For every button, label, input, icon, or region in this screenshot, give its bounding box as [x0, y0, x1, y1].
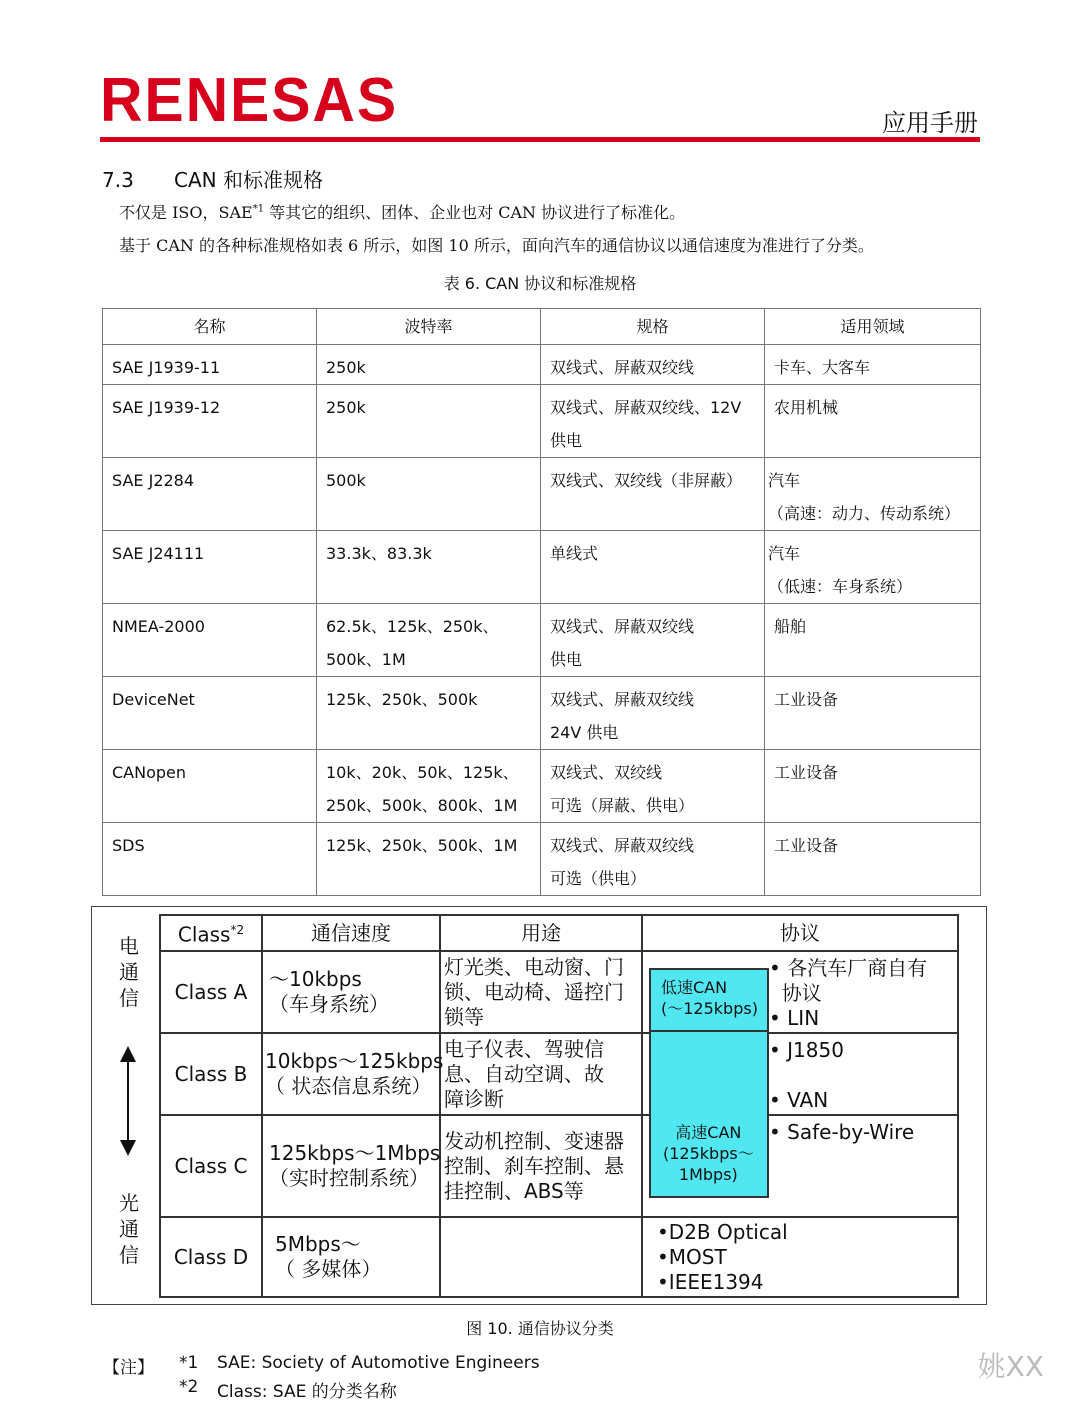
paragraph-2: 基于 CAN 的各种标准规格如表 6 所示，如图 10 所示，面向汽车的通信协议以通信速度为准进行了分类。	[119, 236, 874, 255]
header-usage: 用途	[440, 915, 642, 951]
table-row	[103, 531, 981, 604]
section-heading	[102, 164, 323, 193]
table-cell: 农用机械	[765, 385, 981, 458]
protocol-cell: • J1850 • VAN	[642, 1033, 958, 1115]
para1-text-a: 不仅是 ISO，SAE	[119, 203, 253, 222]
table-cell: 250k	[317, 385, 541, 458]
high-speed-can-label: 高速CAN (125kbps～ 1Mbps)	[663, 1123, 754, 1184]
class-header-row	[160, 915, 958, 951]
table-cell: 工业设备	[765, 677, 981, 750]
table-cell: 双线式、屏蔽双绞线 可选（供电）	[541, 823, 765, 896]
table-cell: SDS	[103, 823, 317, 896]
note-2-mark: *2	[179, 1377, 199, 1397]
table-cell: CANopen	[103, 750, 317, 823]
header-spec: 规格	[541, 309, 765, 345]
table-row	[103, 604, 981, 677]
usage-cell	[440, 1217, 642, 1297]
manual-title: 应用手册	[882, 109, 978, 137]
protocol-cell: • Safe-by-Wire	[642, 1115, 958, 1217]
table-cell: 10k、20k、50k、125k、 250k、500k、800k、1M	[317, 750, 541, 823]
usage-cell: 灯光类、电动窗、门 锁、电动椅、遥控门 锁等	[440, 951, 642, 1033]
speed-cell: 10kbps～125kbps （ 状态信息系统）	[262, 1033, 440, 1115]
para1-footnote-mark: *1	[252, 203, 265, 215]
table-caption: 表 6. CAN 协议和标准规格	[443, 274, 637, 293]
protocol-cell: • 各汽车厂商自有 协议 • LIN	[642, 951, 958, 1033]
header-divider	[100, 137, 980, 142]
table-cell: 双线式、屏蔽双绞线 供电	[541, 604, 765, 677]
table-row	[103, 458, 981, 531]
header-name: 名称	[103, 309, 317, 345]
arrow-shaft	[127, 1058, 129, 1144]
table-cell: 船舶	[765, 604, 981, 677]
table-cell: 250k	[317, 345, 541, 385]
table-cell: 62.5k、125k、250k、 500k、1M	[317, 604, 541, 677]
table-cell: 双线式、双绞线（非屏蔽）	[541, 458, 765, 531]
table-cell: DeviceNet	[103, 677, 317, 750]
table-cell: 双线式、双绞线 可选（屏蔽、供电）	[541, 750, 765, 823]
class-row	[160, 1217, 958, 1297]
class-name-cell: Class A	[160, 951, 262, 1033]
table-cell: SAE J2284	[103, 458, 317, 531]
table-cell: 双线式、屏蔽双绞线 24V 供电	[541, 677, 765, 750]
header-protocol: 协议	[642, 915, 958, 951]
table-cell: 汽车 （高速：动力、传动系统）	[765, 458, 981, 531]
class-name-cell: Class B	[160, 1033, 262, 1115]
table-cell: SAE J1939-11	[103, 345, 317, 385]
table-cell: 工业设备	[765, 823, 981, 896]
table-cell: 单线式	[541, 531, 765, 604]
table-cell: 双线式、屏蔽双绞线、12V 供电	[541, 385, 765, 458]
protocol-cell: •D2B Optical •MOST •IEEE1394	[642, 1217, 958, 1297]
table-row	[103, 750, 981, 823]
class-row	[160, 1033, 958, 1115]
table-row	[103, 385, 981, 458]
notes-label: 【注】	[103, 1358, 154, 1378]
table-cell: SAE J1939-12	[103, 385, 317, 458]
class-name-cell: Class C	[160, 1115, 262, 1217]
optical-comm-label: 光 通 信	[119, 1191, 139, 1267]
arrow-down-icon	[120, 1140, 136, 1156]
usage-cell: 发动机控制、变速器 控制、刹车控制、悬 挂控制、ABS等	[440, 1115, 642, 1217]
table-cell: 125k、250k、500k	[317, 677, 541, 750]
para1-text-b: 等其它的组织、团体、企业也对 CAN 协议进行了标准化。	[264, 203, 686, 222]
table-cell: NMEA-2000	[103, 604, 317, 677]
header-field: 适用领域	[765, 309, 981, 345]
header-class-text: Class	[177, 922, 231, 947]
table-cell: 双线式、屏蔽双绞线	[541, 345, 765, 385]
header-baudrate: 波特率	[317, 309, 541, 345]
class-name-cell: Class D	[160, 1217, 262, 1297]
renesas-logo: RENESAS	[100, 66, 399, 135]
speed-cell: 125kbps～1Mbps （实时控制系统）	[262, 1115, 440, 1217]
class-footnote-mark: *2	[230, 923, 245, 938]
watermark: 姚XX	[977, 1350, 1044, 1383]
section-number: 7.3	[102, 168, 134, 192]
low-speed-can-label: 低速CAN (～125kbps)	[661, 978, 758, 1018]
table-header-row	[103, 309, 981, 345]
can-box-divider	[649, 1030, 769, 1032]
electric-comm-label: 电 通 信	[119, 934, 139, 1010]
header-class	[160, 915, 262, 951]
note-2-text: Class: SAE 的分类名称	[217, 1382, 397, 1402]
usage-cell: 电子仪表、驾驶信 息、自动空调、故 障诊断	[440, 1033, 642, 1115]
table-cell: 工业设备	[765, 750, 981, 823]
note-1-text: SAE: Society of Automotive Engineers	[217, 1353, 540, 1373]
table-row	[103, 345, 981, 385]
can-standards-table	[102, 308, 981, 896]
class-row	[160, 1115, 958, 1217]
protocol-class-table	[159, 914, 959, 1298]
paragraph-1	[119, 200, 685, 223]
note-1-mark: *1	[179, 1353, 199, 1373]
table-cell: 33.3k、83.3k	[317, 531, 541, 604]
speed-cell: ～10kbps （车身系统）	[262, 951, 440, 1033]
table-cell: 汽车 （低速：车身系统）	[765, 531, 981, 604]
figure-caption: 图 10. 通信协议分类	[466, 1319, 614, 1338]
table-cell: 卡车、大客车	[765, 345, 981, 385]
header-speed: 通信速度	[262, 915, 440, 951]
class-row	[160, 951, 958, 1033]
speed-cell: 5Mbps～ （ 多媒体）	[262, 1217, 440, 1297]
table-cell: 500k	[317, 458, 541, 531]
table-row	[103, 677, 981, 750]
table-cell: SAE J24111	[103, 531, 317, 604]
section-title: CAN 和标准规格	[174, 168, 323, 192]
table-cell: 125k、250k、500k、1M	[317, 823, 541, 896]
table-row	[103, 823, 981, 896]
